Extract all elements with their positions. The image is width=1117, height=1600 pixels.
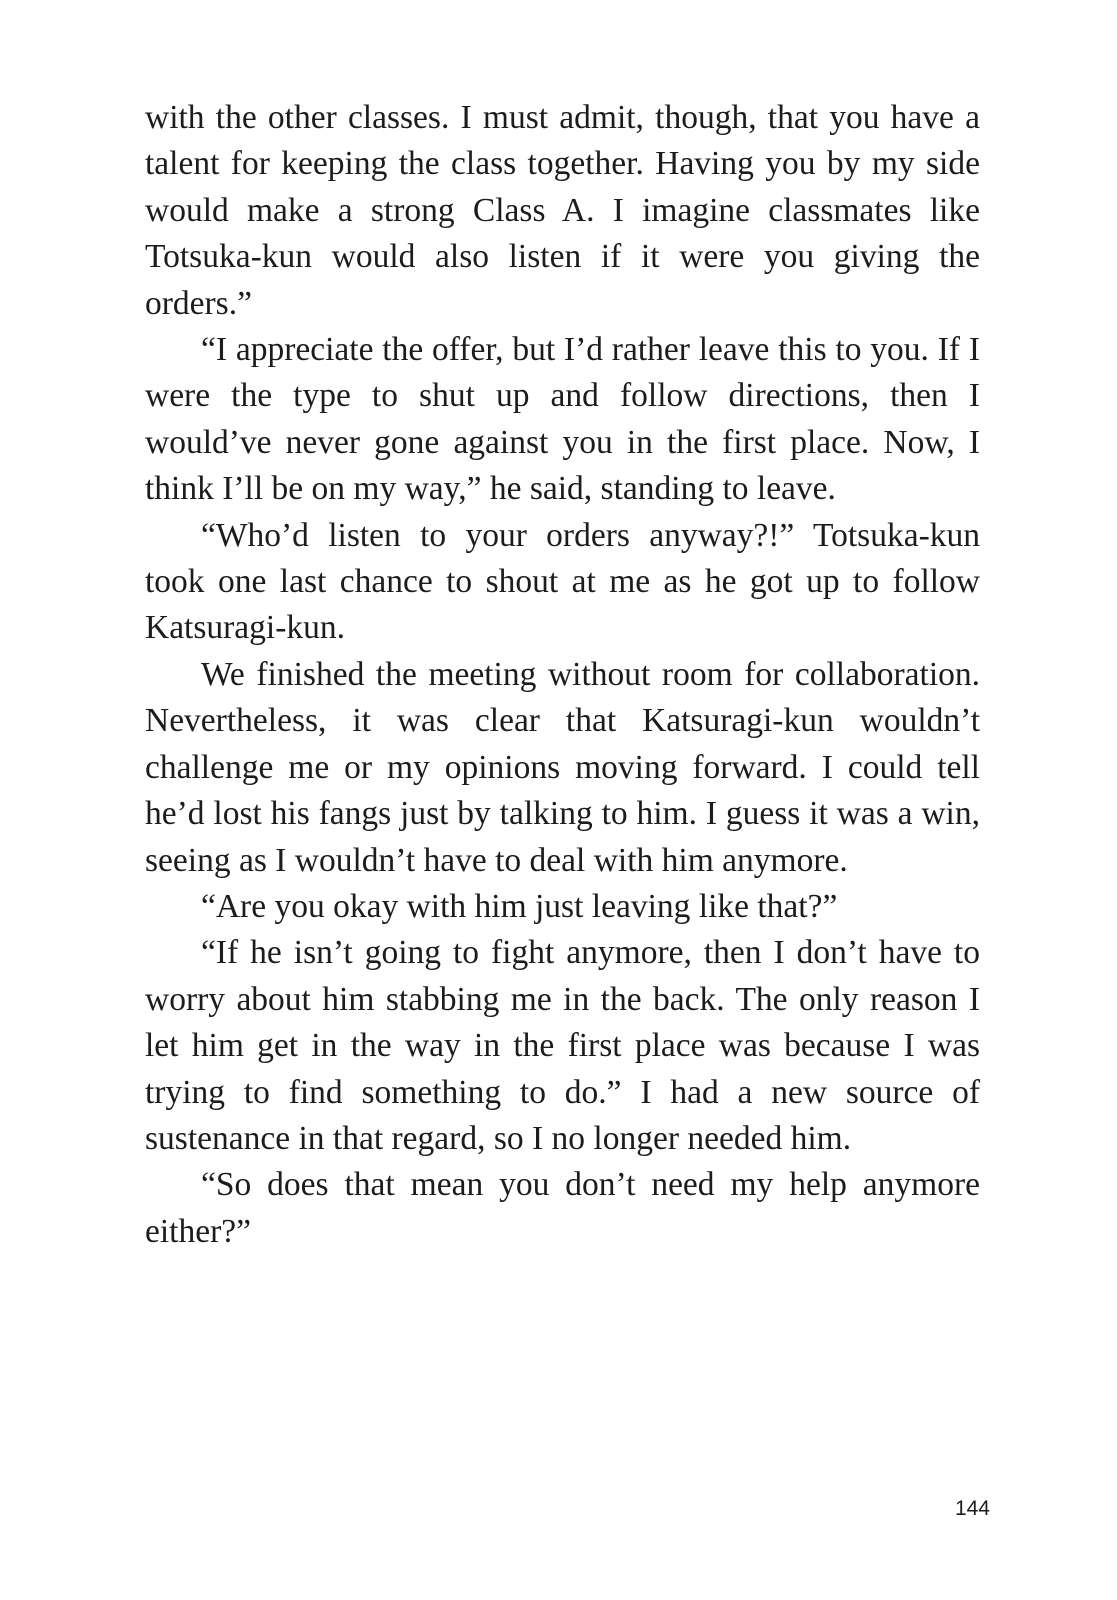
paragraph-no-longer-needed: “If he isn’t going to fight anymore, then I don’t have to worry about him stabbing me in the back. The only reason I let him get in the way in the first place was because I was trying to find something to do.” I had a new source of sustenance in that regard, so I no longer needed him.	[145, 934, 980, 1157]
paragraph-totsuka-shout: “Who’d listen to your orders anyway?!” Totsuka-kun took one last chance to shout at me as he got up to follow Katsuragi-kun.	[145, 516, 980, 647]
page-number: 144	[954, 1497, 990, 1520]
body-text	[145, 95, 980, 1255]
paragraph-question-leaving: “Are you okay with him just leaving like that?”	[201, 887, 838, 925]
paragraph-offer-declined: “I appreciate the offer, but I’d rather leave this to you. If I were the type to shut up and follow directions, then I would’ve never gone against you in the first place. Now, I think I’ll be on my way,” he said, standing to leave.	[145, 331, 980, 508]
paragraph-meeting-finished: We finished the meeting without room for collaboration. Nevertheless, it was clear that Katsuragi-kun wouldn’t challenge me or my opinions moving forward. I could tell he’d lost his fangs just by talking to him. I guess it was a win, seeing as I wouldn’t have to deal with him anymore.	[145, 655, 980, 879]
paragraph-help-question: “So does that mean you don’t need my help anymore either?”	[145, 1166, 980, 1250]
paragraph-continuation: with the other classes. I must admit, though, that you have a talent for keeping the class together. Having you by my side would make a strong Class A. I imagine classmates like Totsuka-kun would also listen if it were you giving the orders.”	[145, 99, 980, 322]
